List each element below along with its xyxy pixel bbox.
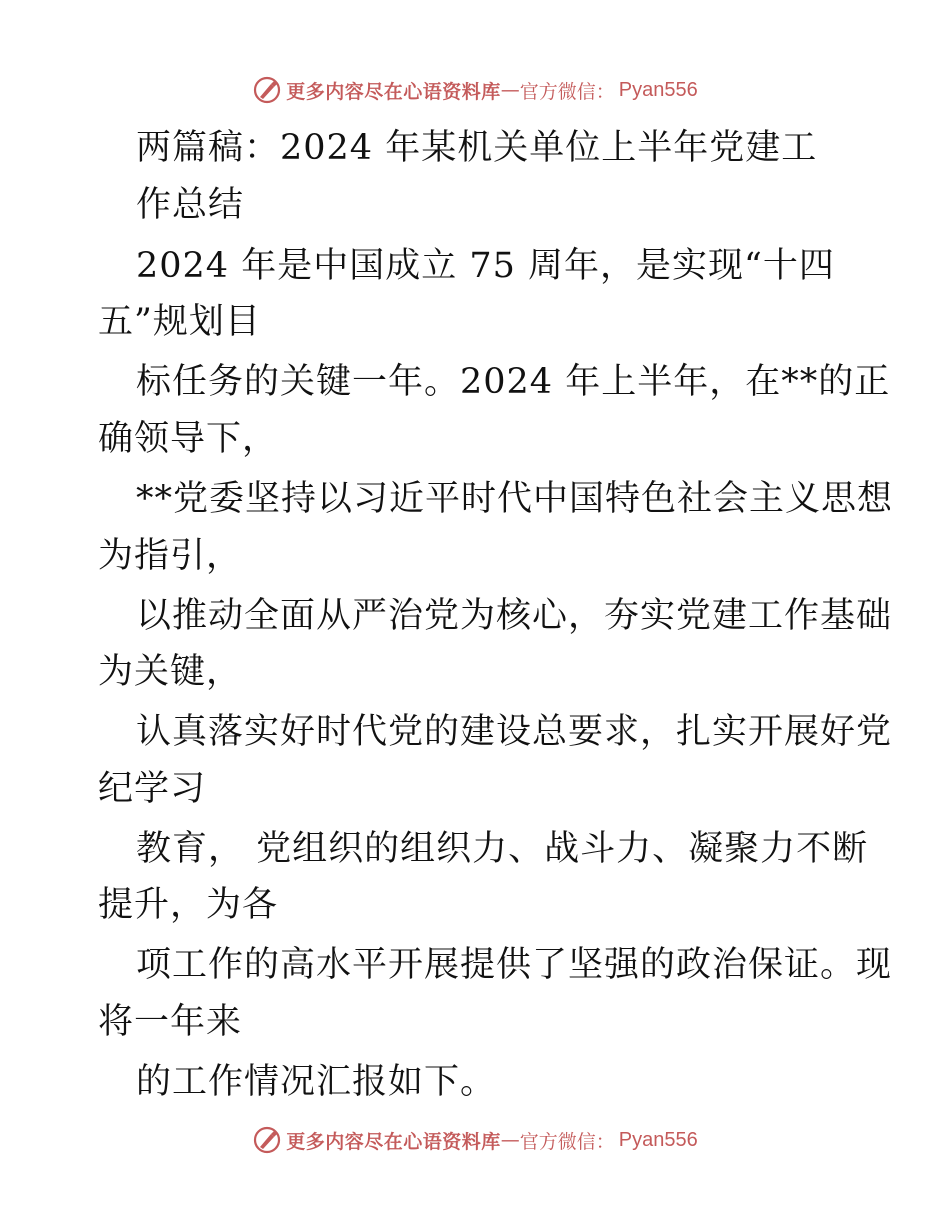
watermark-header	[0, 72, 950, 108]
paragraph-line: 确领导下，	[98, 419, 279, 459]
watermark-separator: —	[500, 1129, 520, 1151]
paragraph-line: 提升，为各	[98, 885, 279, 925]
pen-logo-icon	[252, 75, 282, 105]
watermark-main-text: 更多内容尽在心语资料库	[286, 1130, 501, 1153]
watermark-wechat-label: 官方微信：	[519, 1130, 615, 1153]
paragraph-line: 纪学习	[98, 769, 207, 809]
paragraph-line: 五”规划目	[98, 302, 261, 342]
paragraph-line: 2024 年是中国成立 75 周年，是实现“十四	[136, 246, 835, 286]
watermark-main-text: 更多内容尽在心语资料库	[286, 80, 501, 103]
paragraph-line: 的工作情况汇报如下。	[136, 1062, 497, 1102]
document-title-line-1: 两篇稿：2024 年某机关单位上半年党建工	[136, 128, 818, 168]
watermark-separator: —	[500, 79, 520, 101]
pen-logo-icon	[252, 1125, 282, 1155]
paragraph-line: 以推动全面从严治党为核心，夯实党建工作基础	[136, 596, 893, 636]
paragraph-line: 项工作的高水平开展提供了坚强的政治保证。现	[136, 945, 893, 985]
paragraph-line: **党委坚持以习近平时代中国特色社会主义思想	[136, 479, 894, 519]
watermark-wechat-id: Pyan556	[618, 78, 698, 101]
paragraph-line: 为指引，	[98, 536, 243, 576]
watermark-footer	[0, 1122, 950, 1158]
paragraph-line: 标任务的关键一年。2024 年上半年，在**的正	[136, 362, 891, 402]
paragraph-line: 为关键，	[98, 652, 243, 692]
paragraph-line: 教育， 党组织的组织力、战斗力、凝聚力不断	[136, 829, 869, 869]
paragraph-line: 将一年来	[98, 1002, 243, 1042]
document-title-line-2: 作总结	[136, 185, 245, 225]
watermark-wechat-id: Pyan556	[618, 1128, 698, 1151]
watermark-wechat-label: 官方微信：	[519, 80, 615, 103]
paragraph-line: 认真落实好时代党的建设总要求，扎实开展好党	[136, 712, 893, 752]
